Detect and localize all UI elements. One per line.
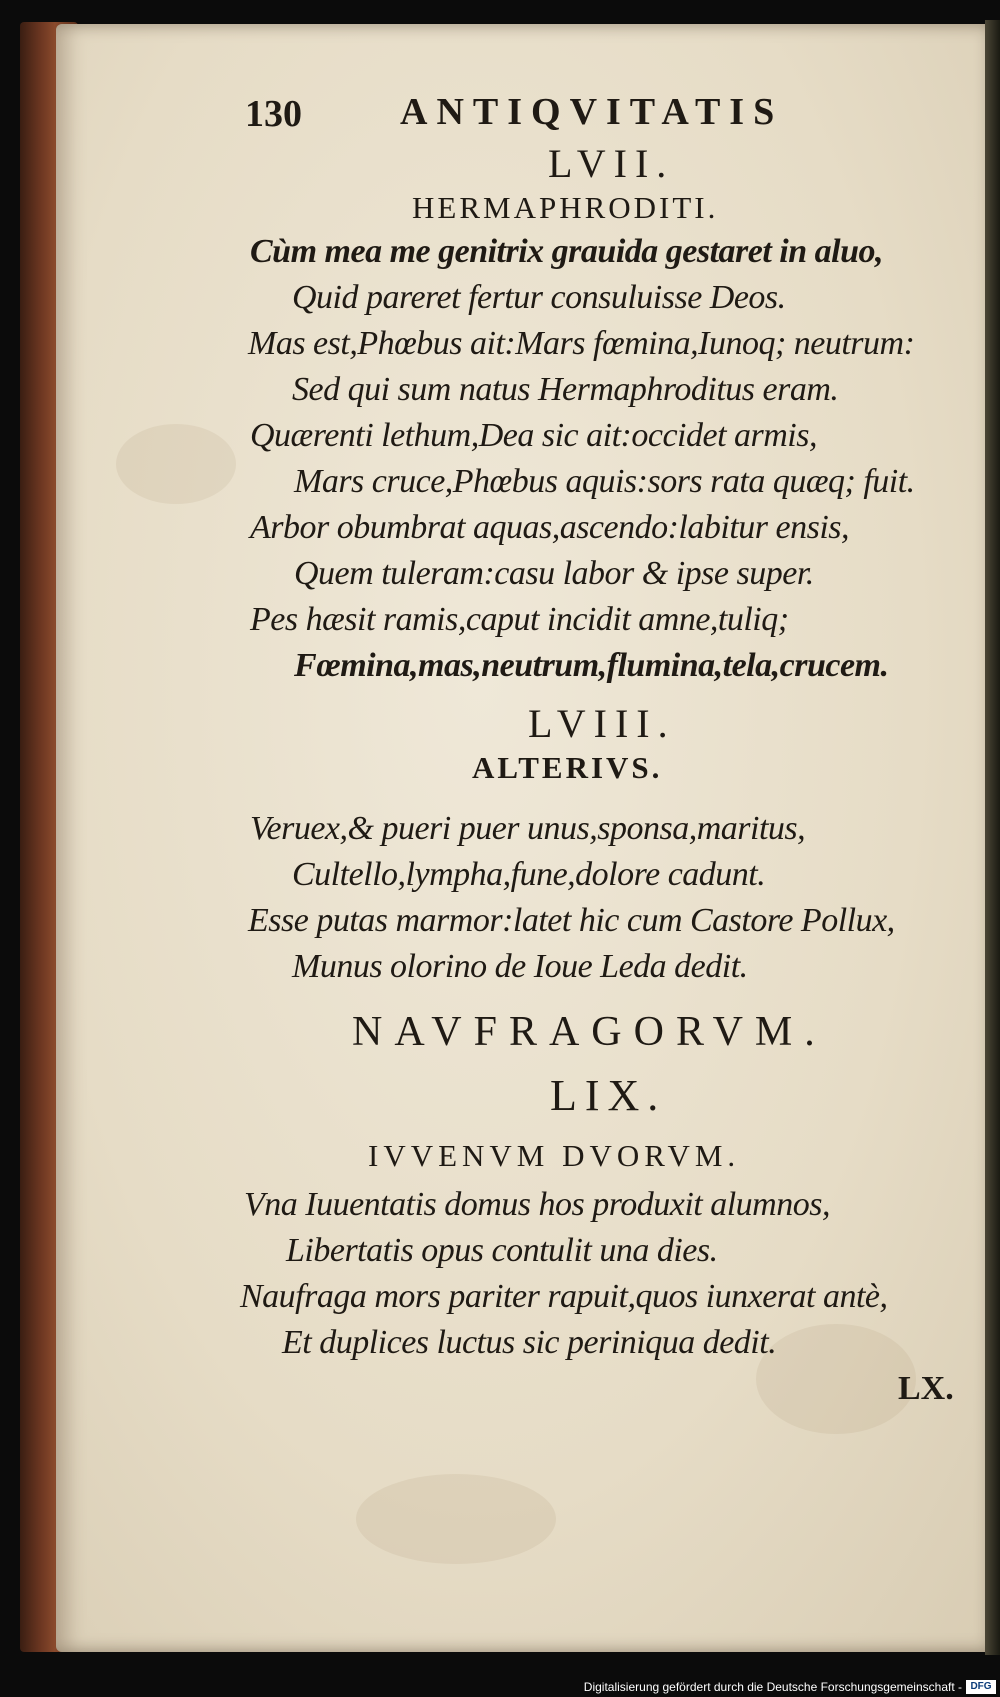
verse-line: Et duplices luctus sic periniqua dedit. [282,1324,777,1361]
verse-line: Sed qui sum natus Hermaphroditus eram. [292,371,839,408]
section-number: LIX. [550,1071,667,1120]
page-number: 130 [245,93,302,135]
verse-line: Veruex,& pueri puer unus,sponsa,maritus, [250,810,806,847]
paper-stain [356,1474,556,1564]
running-head: ANTIQVITATIS [400,91,784,133]
verse-line: Esse putas marmor:latet hic cum Castore Pollux, [248,902,895,939]
verse-line: Mars cruce,Phœbus aquis:sors rata quæq; fuit. [294,463,915,500]
paper-stain [116,424,236,504]
section-title: HERMAPHRODITI. [412,190,719,225]
verse-line: Quem tuleram:casu labor & ipse super. [294,555,814,592]
dfg-logo: DFG [966,1680,996,1694]
chapter-heading: NAVFRAGORVM. [352,1009,827,1055]
verse-line: Cùm mea me genitrix grauida gestaret in aluo, [250,233,884,270]
footer-credit: Digitalisierung gefördert durch die Deutsche Forschungsgemeinschaft - [583,1680,962,1694]
verse-line: Fœmina,mas,neutrum,flumina,tela,crucem. [294,647,889,684]
verse-line: Cultello,lympha,fune,dolore cadunt. [292,856,766,893]
section-title: ALTERIVS. [472,750,663,785]
verse-line: Arbor obumbrat aquas,ascendo:labitur ensis, [250,509,849,546]
verse-line: Quid pareret fertur consuluisse Deos. [292,279,786,316]
verse-line: Pes hæsit ramis,caput incidit amne,tuliq; [250,601,789,638]
verse-line: Quærenti lethum,Dea sic ait:occidet armis, [250,417,817,454]
verse-line: Vna Iuuentatis domus hos produxit alumnos, [244,1186,830,1223]
verse-line: Munus olorino de Ioue Leda dedit. [292,948,748,985]
verse-line: Mas est,Phœbus ait:Mars fœmina,Iunoq; neutrum: [248,325,915,362]
catchword: LX. [898,1370,954,1407]
verse-line: Naufraga mors pariter rapuit,quos iunxerat antè, [240,1278,888,1315]
verse-line: Libertatis opus contulit una dies. [286,1232,718,1269]
section-number: LVII. [548,141,675,186]
section-title: IVVENVM DVORVM. [368,1138,741,1173]
paper-stain [756,1324,916,1434]
page-right-edge [985,20,1000,1655]
section-number: LVIII. [528,701,676,746]
